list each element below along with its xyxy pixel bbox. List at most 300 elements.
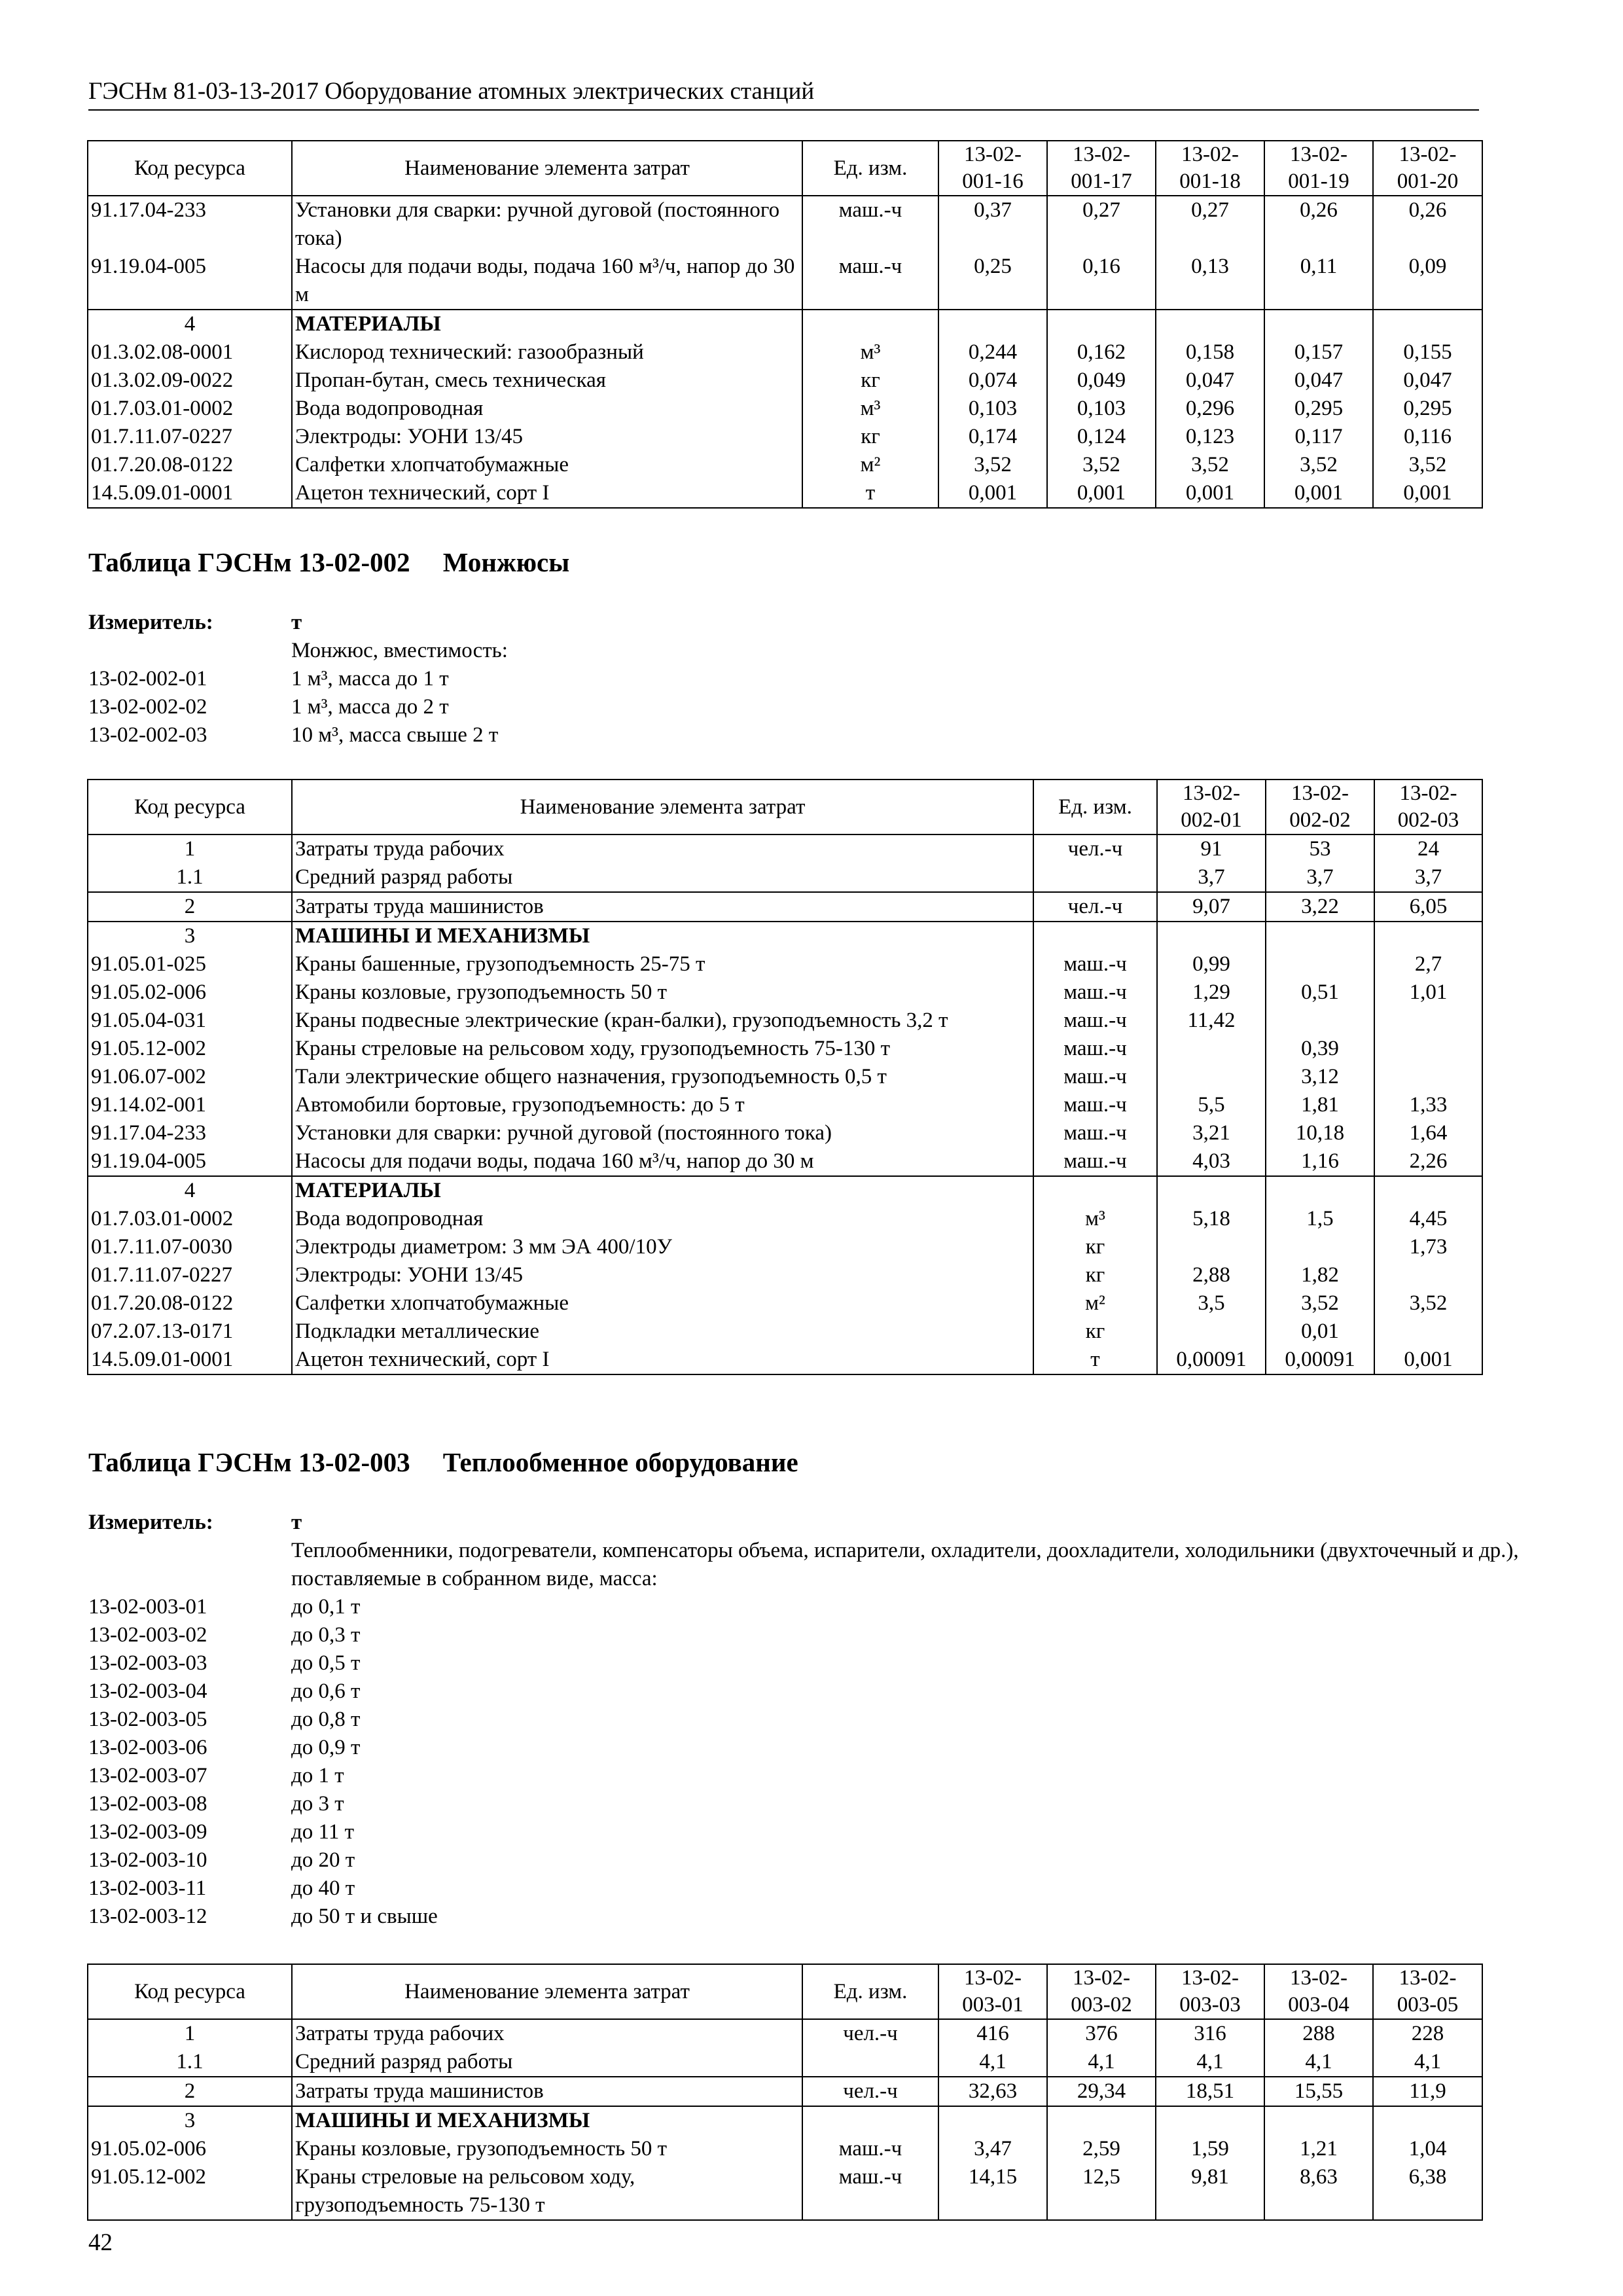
norm-value: 4,03 [1157,1147,1266,1176]
resource-name: МАШИНЫ И МЕХАНИЗМЫ [292,2106,802,2135]
norm-value: 4,1 [1373,2048,1482,2077]
table-row [88,1289,1482,1318]
header-unit: Ед. изм. [802,1964,938,2019]
norm-value: 3,52 [1047,451,1156,479]
norm-value: 416 [938,2019,1047,2048]
table-title-13-02-002 [88,547,569,578]
resource-unit: маш.-ч [1033,1035,1157,1063]
norm-code: 13-02-003-03 [88,1651,207,1675]
norm-value: 228 [1373,2019,1482,2048]
table-row [88,2048,1482,2077]
resource-unit: маш.-ч [802,2135,938,2163]
header-unit: Ед. изм. [802,141,938,196]
norm-value: 0,001 [1156,479,1264,508]
resource-code: 01.7.03.01-0002 [88,1205,292,1233]
norm-value: 0,116 [1373,423,1482,451]
norm-value: 1,16 [1266,1147,1374,1176]
norm-value [938,2106,1047,2135]
norm-value: 0,047 [1156,367,1264,395]
resource-name: Подкладки металлические [292,1318,1033,1346]
norm-value: 1,21 [1264,2135,1373,2163]
norm-value: 0,157 [1264,338,1373,367]
norm-code: 13-02-003-07 [88,1764,207,1787]
table-row [88,1176,1482,1205]
resource-name: Краны козловые, грузоподъемность 50 т [292,2135,802,2163]
norm-value: 18,51 [1156,2077,1264,2106]
measure-unit: т [291,611,302,634]
norm-value [1373,310,1482,338]
resource-code: 4 [88,1176,292,1205]
norm-description: 1 м³, масса до 1 т [291,667,449,691]
norm-value [1264,2106,1373,2135]
norm-value [1373,2106,1482,2135]
norm-value: 1,01 [1374,978,1482,1007]
norm-description: до 0,3 т [291,1623,361,1647]
measure-intro: Теплообменники, подогреватели, компенсаторы объема, испарители, охладители, доохладители, холодильники (двухточечный и др.), поставляемые в собранном виде, масса: [291,1539,1519,1590]
norm-value: 3,22 [1266,892,1374,922]
resource-unit: маш.-ч [1033,978,1157,1007]
table-row [88,1063,1482,1091]
header-norm-code: 13-02- 001-18 [1156,141,1264,196]
resource-name: Затраты труда машинистов [292,892,1033,922]
table-name: Теплообменное оборудование [442,1447,798,1477]
norm-code: 13-02-003-05 [88,1708,207,1731]
resource-name: Насосы для подачи воды, подача 160 м³/ч, напор до 30 м [292,1147,1033,1176]
norm-value [1157,1035,1266,1063]
resource-name: Краны стреловые на рельсовом ходу, грузоподъемность 75-130 т [292,1035,1033,1063]
resource-name: Электроды: УОНИ 13/45 [292,423,802,451]
norm-value: 0,124 [1047,423,1156,451]
norm-value: 3,47 [938,2135,1047,2163]
norm-value: 8,63 [1264,2163,1373,2220]
resource-code: 91.19.04-005 [88,253,292,310]
resource-code: 91.19.04-005 [88,1147,292,1176]
norm-value: 0,047 [1264,367,1373,395]
resource-code: 1 [88,834,292,863]
norm-value: 10,18 [1266,1119,1374,1147]
table-row [88,834,1482,863]
resource-unit: м³ [1033,1205,1157,1233]
running-header: ГЭСНм 81-03-13-2017 Оборудование атомных электрических станций [88,77,1479,111]
header-norm-code: 13-02- 003-01 [938,1964,1047,2019]
norm-value: 0,00091 [1266,1346,1374,1374]
norm-value: 0,13 [1156,253,1264,310]
norm-value: 9,07 [1157,892,1266,922]
resource-name: Ацетон технический, сорт I [292,1346,1033,1374]
norm-value: 316 [1156,2019,1264,2048]
resource-code: 01.7.20.08-0122 [88,451,292,479]
norm-value: 4,1 [938,2048,1047,2077]
resource-unit [1033,922,1157,950]
norm-value: 3,52 [1264,451,1373,479]
norm-value: 0,001 [1264,479,1373,508]
resource-code: 01.7.11.07-0227 [88,1261,292,1289]
resource-code: 91.05.12-002 [88,1035,292,1063]
table-row [88,2106,1482,2135]
header-name: Наименование элемента затрат [292,141,802,196]
resource-name: Краны стреловые на рельсовом ходу, грузоподъемность 75-130 т [292,2163,802,2220]
resource-name: Пропан-бутан, смесь техническая [292,367,802,395]
norm-value: 5,18 [1157,1205,1266,1233]
norm-value: 0,158 [1156,338,1264,367]
resource-name: Кислород технический: газообразный [292,338,802,367]
norm-description: 10 м³, масса свыше 2 т [291,723,499,747]
resource-code: 1.1 [88,863,292,892]
resource-unit: т [1033,1346,1157,1374]
norm-value: 1,29 [1157,978,1266,1007]
norm-description: до 11 т [291,1820,354,1844]
norm-code: 13-02-003-04 [88,1679,207,1703]
norm-value: 0,00091 [1157,1346,1266,1374]
table-row [88,1205,1482,1233]
norm-value [1266,1176,1374,1205]
norm-value: 1,5 [1266,1205,1374,1233]
norm-value: 2,88 [1157,1261,1266,1289]
header-unit: Ед. изм. [1033,780,1157,834]
table-row [88,423,1482,451]
norm-value: 0,174 [938,423,1047,451]
norm-value [1374,1007,1482,1035]
header-norm-code: 13-02- 003-03 [1156,1964,1264,2019]
norm-value: 3,7 [1266,863,1374,892]
resource-unit: маш.-ч [802,253,938,310]
resource-unit: маш.-ч [802,2163,938,2220]
resource-name: Салфетки хлопчатобумажные [292,451,802,479]
table-row [88,2135,1482,2163]
norm-value [1157,1233,1266,1261]
norm-code: 13-02-003-12 [88,1905,207,1928]
norm-description: до 0,5 т [291,1651,361,1675]
table-row [88,395,1482,423]
norm-description: до 3 т [291,1792,344,1816]
norm-value: 3,7 [1374,863,1482,892]
norm-value [1374,1176,1482,1205]
table-row [88,451,1482,479]
norm-value [1157,922,1266,950]
norm-description: до 20 т [291,1848,355,1872]
resource-unit: м³ [802,395,938,423]
norm-value [1157,1176,1266,1205]
table-row [88,338,1482,367]
resource-unit: маш.-ч [1033,1091,1157,1119]
norm-value: 0,09 [1373,253,1482,310]
norm-description: до 0,8 т [291,1708,361,1731]
measure-intro: Монжюс, вместимость: [291,639,508,662]
norm-value: 0,244 [938,338,1047,367]
resource-unit: маш.-ч [1033,1063,1157,1091]
resource-unit: м³ [802,338,938,367]
resource-name: Затраты труда рабочих [292,2019,802,2048]
resource-name: Краны подвесные электрические (кран-балки), грузоподъемность 3,2 т [292,1007,1033,1035]
resource-name: Автомобили бортовые, грузоподъемность: до 5 т [292,1091,1033,1119]
table-row [88,1147,1482,1176]
norm-value: 0,162 [1047,338,1156,367]
table-row [88,196,1482,253]
measure-spacer [88,637,291,665]
norm-value [1156,2106,1264,2135]
resource-code: 1 [88,2019,292,2048]
norm-value: 0,001 [1373,479,1482,508]
norm-value: 3,52 [938,451,1047,479]
measure-block-13-02-002 [88,609,1554,749]
norm-value [1266,950,1374,978]
norm-description: 1 м³, масса до 2 т [291,695,449,719]
header-norm-code: 13-02- 003-02 [1047,1964,1156,2019]
table-row [88,1346,1482,1374]
table-row [88,892,1482,922]
norm-value: 3,52 [1373,451,1482,479]
norm-value: 288 [1264,2019,1373,2048]
norm-code: 13-02-003-01 [88,1595,207,1619]
norm-value: 53 [1266,834,1374,863]
norm-code: 13-02-003-10 [88,1848,207,1872]
table-row [88,310,1482,338]
table-row [88,950,1482,978]
measure-label: Измеритель: [88,1511,213,1534]
norm-value: 4,1 [1264,2048,1373,2077]
resource-name: Вода водопроводная [292,395,802,423]
norm-value: 3,21 [1157,1119,1266,1147]
norm-value [1047,2106,1156,2135]
resource-name: Краны козловые, грузоподъемность 50 т [292,978,1033,1007]
norm-value: 1,33 [1374,1091,1482,1119]
resource-table-13-02-003 [87,1964,1483,2221]
resource-code: 91.05.04-031 [88,1007,292,1035]
table-row [88,253,1482,310]
norm-value: 0,074 [938,367,1047,395]
norm-code: 13-02-003-08 [88,1792,207,1816]
norm-value [1374,1261,1482,1289]
resource-unit [802,2106,938,2135]
resource-unit [802,2048,938,2077]
measure-block-13-02-003 [88,1509,1554,1931]
header-norm-code: 13-02- 002-01 [1157,780,1266,834]
header-norm-code: 13-02- 002-03 [1374,780,1482,834]
norm-value: 6,38 [1373,2163,1482,2220]
norm-value [1374,1035,1482,1063]
resource-code: 01.7.11.07-0030 [88,1233,292,1261]
resource-code: 3 [88,922,292,950]
resource-code: 4 [88,310,292,338]
norm-value: 29,34 [1047,2077,1156,2106]
resource-unit [1033,1176,1157,1205]
norm-value: 32,63 [938,2077,1047,2106]
norm-code: 13-02-003-06 [88,1736,207,1759]
norm-value: 0,37 [938,196,1047,253]
header-norm-code: 13-02- 001-19 [1264,141,1373,196]
norm-value [1157,1063,1266,1091]
measure-spacer [88,1537,291,1593]
resource-name: Средний разряд работы [292,863,1033,892]
norm-code: 13-02-003-02 [88,1623,207,1647]
resource-code: 01.7.20.08-0122 [88,1289,292,1318]
resource-name: Краны башенные, грузоподъемность 25-75 т [292,950,1033,978]
norm-description: до 50 т и свыше [291,1905,438,1928]
resource-code: 01.3.02.09-0022 [88,367,292,395]
norm-value: 0,123 [1156,423,1264,451]
resource-unit [802,310,938,338]
resource-unit: маш.-ч [1033,1119,1157,1147]
header-name: Наименование элемента затрат [292,780,1033,834]
table-name: Монжюсы [442,547,570,577]
norm-value: 2,26 [1374,1147,1482,1176]
resource-name: Затраты труда машинистов [292,2077,802,2106]
norm-value: 9,81 [1156,2163,1264,2220]
table-row [88,1091,1482,1119]
norm-value [1266,1233,1374,1261]
resource-code: 91.17.04-233 [88,196,292,253]
norm-value: 0,001 [938,479,1047,508]
table-row [88,1261,1482,1289]
norm-value: 0,295 [1264,395,1373,423]
resource-unit: чел.-ч [1033,892,1157,922]
norm-description: до 0,1 т [291,1595,361,1619]
table-header-row [88,780,1482,834]
norm-value: 0,001 [1374,1346,1482,1374]
table-row [88,1318,1482,1346]
header-name: Наименование элемента затрат [292,1964,802,2019]
resource-unit: маш.-ч [802,196,938,253]
norm-value: 0,25 [938,253,1047,310]
resource-unit [1033,863,1157,892]
norm-value: 2,7 [1374,950,1482,978]
resource-code: 14.5.09.01-0001 [88,1346,292,1374]
norm-value: 376 [1047,2019,1156,2048]
norm-value: 0,103 [938,395,1047,423]
norm-value: 0,26 [1264,196,1373,253]
resource-unit: кг [1033,1261,1157,1289]
header-norm-code: 13-02- 001-17 [1047,141,1156,196]
norm-value: 0,155 [1373,338,1482,367]
resource-unit: м² [1033,1289,1157,1318]
resource-unit: кг [802,367,938,395]
norm-value: 0,047 [1373,367,1482,395]
resource-unit: т [802,479,938,508]
table-row [88,978,1482,1007]
table-row [88,2163,1482,2220]
table-row [88,1119,1482,1147]
resource-unit: чел.-ч [802,2077,938,2106]
norm-description: до 40 т [291,1876,355,1900]
norm-value [1047,310,1156,338]
norm-value: 0,99 [1157,950,1266,978]
resource-unit: м² [802,451,938,479]
norm-value [1374,922,1482,950]
norm-value: 5,5 [1157,1091,1266,1119]
norm-value: 1,82 [1266,1261,1374,1289]
table-number: Таблица ГЭСНм 13-02-003 [88,1447,410,1477]
resource-name: Вода водопроводная [292,1205,1033,1233]
resource-code: 07.2.07.13-0171 [88,1318,292,1346]
resource-code: 91.05.02-006 [88,978,292,1007]
norm-code: 13-02-002-02 [88,695,207,719]
header-norm-code: 13-02- 002-02 [1266,780,1374,834]
resource-unit: маш.-ч [1033,1147,1157,1176]
resource-table-13-02-001 [87,140,1483,509]
resource-code: 01.7.03.01-0002 [88,395,292,423]
resource-name: Электроды диаметром: 3 мм ЭА 400/10У [292,1233,1033,1261]
resource-code: 01.3.02.08-0001 [88,338,292,367]
norm-value: 1,59 [1156,2135,1264,2163]
norm-value: 0,11 [1264,253,1373,310]
resource-name: Тали электрические общего назначения, грузоподъемность 0,5 т [292,1063,1033,1091]
table-row [88,1007,1482,1035]
norm-value: 0,01 [1266,1318,1374,1346]
resource-code: 2 [88,2077,292,2106]
norm-value [1374,1318,1482,1346]
norm-value: 11,9 [1373,2077,1482,2106]
resource-unit: чел.-ч [802,2019,938,2048]
resource-code: 91.05.12-002 [88,2163,292,2220]
header-norm-code: 13-02- 001-16 [938,141,1047,196]
header-code: Код ресурса [88,141,292,196]
norm-value: 91 [1157,834,1266,863]
norm-value: 12,5 [1047,2163,1156,2220]
norm-description: до 0,9 т [291,1736,361,1759]
norm-value: 24 [1374,834,1482,863]
resource-code: 91.05.02-006 [88,2135,292,2163]
resource-unit: кг [802,423,938,451]
norm-value [938,310,1047,338]
norm-code: 13-02-003-11 [88,1876,207,1900]
norm-value: 3,52 [1156,451,1264,479]
norm-description: до 1 т [291,1764,344,1787]
table-number: Таблица ГЭСНм 13-02-002 [88,547,410,577]
resource-table-13-02-002 [87,779,1483,1375]
norm-value: 3,7 [1157,863,1266,892]
table-row [88,922,1482,950]
resource-code: 01.7.11.07-0227 [88,423,292,451]
norm-value: 1,04 [1373,2135,1482,2163]
resource-name: МАШИНЫ И МЕХАНИЗМЫ [292,922,1033,950]
resource-name: МАТЕРИАЛЫ [292,1176,1033,1205]
page-number: 42 [88,2229,113,2256]
measure-unit: т [291,1511,302,1534]
norm-value: 0,27 [1156,196,1264,253]
norm-value: 0,049 [1047,367,1156,395]
resource-name: Средний разряд работы [292,2048,802,2077]
norm-value: 11,42 [1157,1007,1266,1035]
norm-value [1266,922,1374,950]
header-norm-code: 13-02- 003-05 [1373,1964,1482,2019]
norm-value: 0,27 [1047,196,1156,253]
resource-unit: кг [1033,1318,1157,1346]
norm-value: 2,59 [1047,2135,1156,2163]
header-norm-code: 13-02- 003-04 [1264,1964,1373,2019]
norm-value: 0,39 [1266,1035,1374,1063]
norm-value: 0,295 [1373,395,1482,423]
norm-code: 13-02-002-03 [88,723,207,747]
norm-value: 3,12 [1266,1063,1374,1091]
norm-value: 0,103 [1047,395,1156,423]
norm-value: 0,296 [1156,395,1264,423]
norm-description: до 0,6 т [291,1679,361,1703]
norm-value [1156,310,1264,338]
norm-value: 0,26 [1373,196,1482,253]
norm-value [1266,1007,1374,1035]
norm-value: 1,81 [1266,1091,1374,1119]
table-row [88,2077,1482,2106]
resource-name: Салфетки хлопчатобумажные [292,1289,1033,1318]
resource-name: Электроды: УОНИ 13/45 [292,1261,1033,1289]
norm-value: 0,51 [1266,978,1374,1007]
resource-code: 91.14.02-001 [88,1091,292,1119]
resource-code: 2 [88,892,292,922]
norm-value: 0,117 [1264,423,1373,451]
resource-code: 91.06.07-002 [88,1063,292,1091]
table-row [88,863,1482,892]
table-row [88,479,1482,508]
